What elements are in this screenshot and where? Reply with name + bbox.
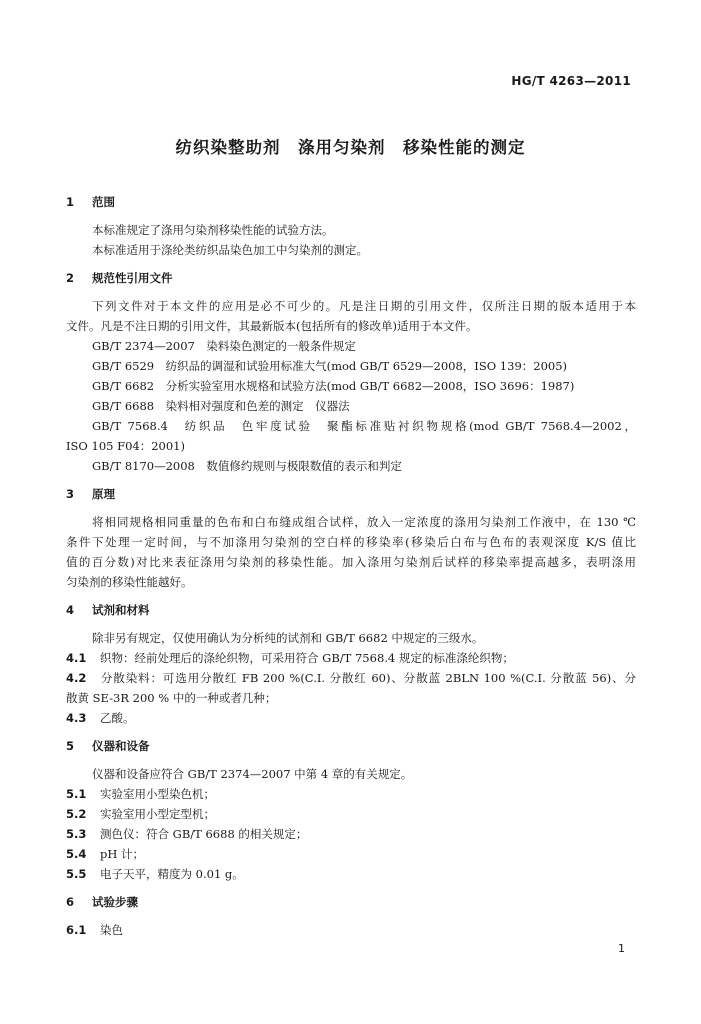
clause-number: 5.3: [66, 827, 87, 841]
paragraph: 匀染剂的移染性能越好。: [66, 575, 193, 589]
list-item: [66, 827, 636, 841]
section-number: 5: [66, 739, 75, 753]
clause-text: pH 计；: [100, 847, 145, 861]
section-2-heading: [66, 271, 636, 285]
section-number: 2: [66, 271, 75, 285]
section-3-heading: [66, 487, 636, 501]
reference-item: GB/T 8170—2008 数值修约规则与极限数值的表示和判定: [92, 459, 402, 473]
clause-number: 5.4: [66, 847, 87, 861]
clause-number: 4.2: [66, 671, 87, 685]
standard-code: HG/T 4263—2011: [511, 74, 631, 88]
clause-text: 电子天平，精度为 0.01 g。: [100, 867, 244, 881]
reference-item: GB/T 6529 纺织品的调湿和试验用标准大气(mod GB/T 6529—2008，ISO 139：2005): [92, 359, 568, 373]
paragraph: 条件下处理一定时间，与不加涤用匀染剂的空白样的移染率(移染后白布与色布的表观深度 K/S 值比: [66, 535, 636, 549]
section-title: 试验步骤: [92, 895, 138, 909]
clause-number: 6.1: [66, 923, 87, 937]
section-5-heading: [66, 739, 636, 753]
document-title: 纺织染整助剂 涤用匀染剂 移染性能的测定: [175, 138, 526, 157]
clause-text: 实验室用小型染色机；: [100, 787, 215, 801]
paragraph: 除非另有规定，仅使用确认为分析纯的试剂和 GB/T 6682 中规定的三级水。: [92, 631, 484, 645]
clause-text: 测色仪：符合 GB/T 6688 的相关规定；: [100, 827, 308, 841]
reference-item: GB/T 6688 染料相对强度和色差的测定 仪器法: [92, 399, 350, 413]
reference-item: GB/T 2374—2007 染料染色测定的一般条件规定: [92, 339, 356, 353]
clause-number: 5.1: [66, 787, 87, 801]
section-number: 1: [66, 195, 75, 209]
list-item: [66, 807, 636, 821]
page-number: 1: [618, 942, 625, 955]
section-6-heading: [66, 895, 636, 909]
section-number: 3: [66, 487, 75, 501]
section-title: 原理: [92, 487, 115, 501]
section-number: 4: [66, 603, 75, 617]
section-title: 规范性引用文件: [92, 271, 173, 285]
list-item: [66, 787, 636, 801]
paragraph: 将相同规格相同重量的色布和白布缝成组合试样，放入一定浓度的涤用匀染剂工作液中，在 130 ℃: [92, 515, 636, 529]
list-item: [66, 847, 636, 861]
clause-text: 织物：经前处理后的涤纶织物，可采用符合 GB/T 7568.4 规定的标准涤纶织物；: [100, 651, 514, 665]
clause-number: 5.5: [66, 867, 87, 881]
section-4-heading: [66, 603, 636, 617]
paragraph: 下列文件对于本文件的应用是必不可少的。凡是注日期的引用文件，仅所注日期的版本适用于本: [92, 299, 636, 313]
clause-number: 4.3: [66, 711, 87, 725]
clause-text: 实验室用小型定型机；: [100, 807, 215, 821]
list-item: [66, 651, 636, 665]
reference-item: GB/T 7568.4 纺织品 色牢度试验 聚酯标准贴衬织物规格(mod GB/T 7568.4—2002，: [92, 419, 636, 433]
section-title: 仪器和设备: [92, 739, 150, 753]
list-item: [66, 671, 636, 685]
reference-item: ISO 105 F04：2001): [66, 439, 185, 453]
section-number: 6: [66, 895, 75, 909]
clause-text: 染色: [100, 923, 123, 937]
clause-number: 4.1: [66, 651, 87, 665]
paragraph: 仪器和设备应符合 GB/T 2374—2007 中第 4 章的有关规定。: [92, 767, 413, 781]
clause-number: 5.2: [66, 807, 87, 821]
paragraph: 值的百分数)对比来表征涤用匀染剂的移染性能。加入涤用匀染剂后试样的移染率提高越多，表明涤用: [66, 555, 636, 569]
list-item-continuation: 散黄 SE-3R 200 % 中的一种或者几种；: [66, 691, 277, 705]
reference-item: GB/T 6682 分析实验室用水规格和试验方法(mod GB/T 6682—2008，ISO 3696：1987): [92, 379, 575, 393]
list-item: [66, 711, 636, 725]
list-item: [66, 923, 636, 937]
section-title: 试剂和材料: [92, 603, 150, 617]
paragraph: 文件。凡是不注日期的引用文件，其最新版本(包括所有的修改单)适用于本文件。: [66, 319, 478, 333]
clause-text: 乙酸。: [100, 711, 135, 725]
section-title: 范围: [92, 195, 115, 209]
section-1-heading: [66, 195, 636, 209]
paragraph: 本标准规定了涤用匀染剂移染性能的试验方法。: [92, 223, 334, 237]
paragraph: 本标准适用于涤纶类纺织品染色加工中匀染剂的测定。: [92, 243, 368, 257]
clause-text: 分散染料：可选用分散红 FB 200 %(C.I. 分散红 60)、分散蓝 2BLN 100 %(C.I. 分散蓝 56)、分: [100, 671, 636, 685]
list-item: [66, 867, 636, 881]
